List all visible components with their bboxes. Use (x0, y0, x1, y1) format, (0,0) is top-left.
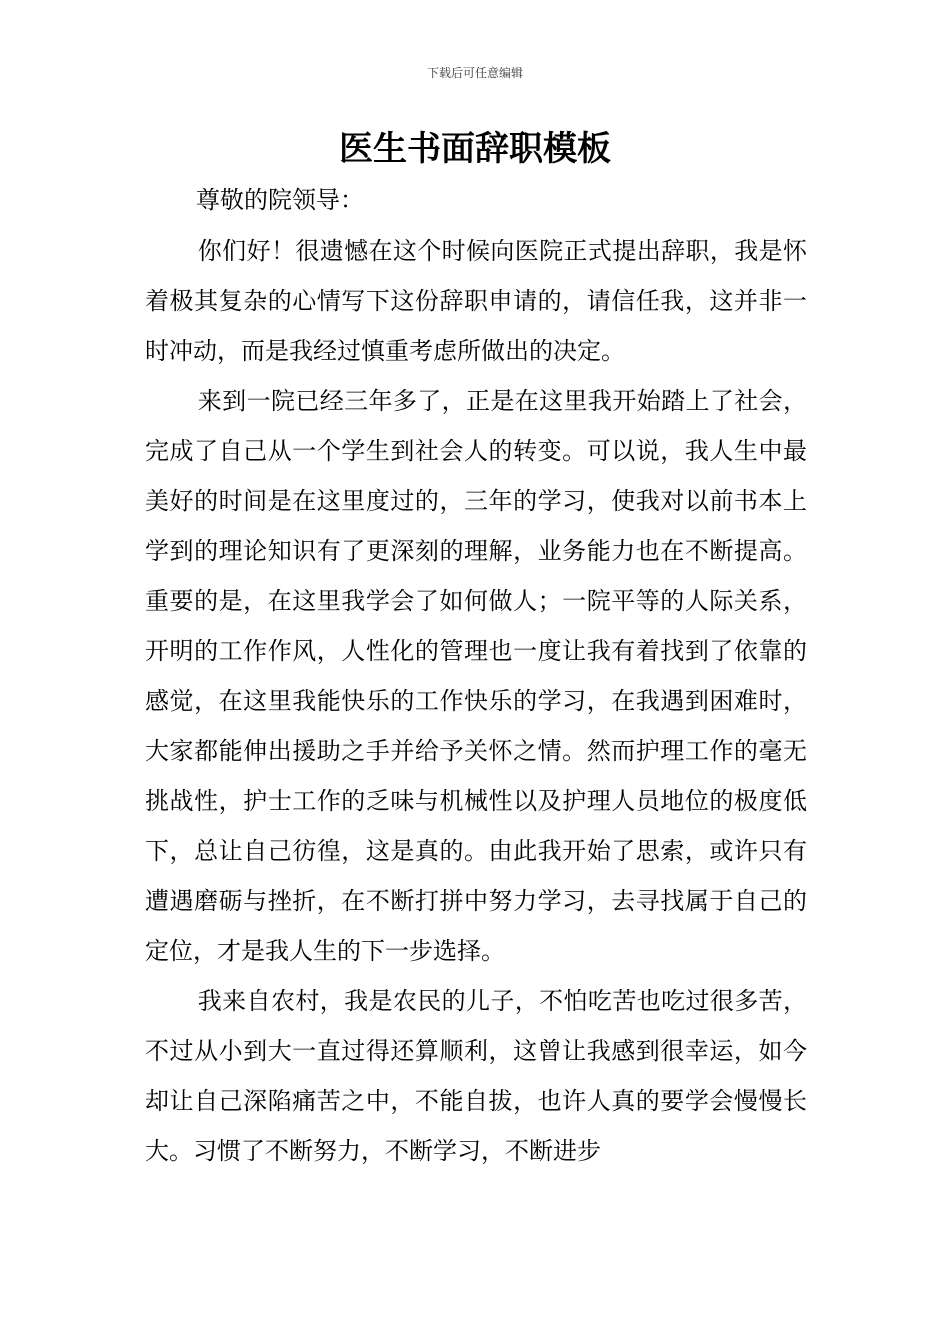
document-body (145, 226, 807, 1176)
paragraph-1: 你们好！很遗憾在这个时候向医院正式提出辞职，我是怀着极其复杂的心情写下这份辞职申请的，请信任我，这并非一时冲动，而是我经过慎重考虑所做出的决定。 (145, 237, 807, 365)
greeting-line: 尊敬的院领导： (196, 186, 364, 214)
paragraph-2: 来到一院已经三年多了，正是在这里我开始踏上了社会，完成了自己从一个学生到社会人的转变。可以说，我人生中最美好的时间是在这里度过的，三年的学习，使我对以前书本上学到的理论知识有了更深刻的理解，业务能力也在不断提高。重要的是，在这里我学会了如何做人；一院平等的人际关系，开明的工作作风，人性化的管理也一度让我有着找到了依靠的感觉，在这里我能快乐的工作快乐的学习，在我遇到困难时，大家都能伸出援助之手并给予关怀之情。然而护理工作的毫无挑战性，护士工作的乏味与机械性以及护理人员地位的极度低下，总让自己彷徨，这是真的。由此我开始了思索，或许只有遭遇磨砺与挫折，在不断打拼中努力学习，去寻找属于自己的定位，才是我人生的下一步选择。 (145, 387, 807, 965)
header-note: 下载后可任意编辑 (426, 66, 523, 80)
document-title: 医生书面辞职模板 (339, 129, 611, 169)
paragraph-3: 我来自农村，我是农民的儿子，不怕吃苦也吃过很多苦，不过从小到大一直过得还算顺利，这曾让我感到很幸运，如今却让自己深陷痛苦之中，不能自拔，也许人真的要学会慢慢长大。习惯了不断努力，不断学习，不断进步 (145, 987, 807, 1165)
